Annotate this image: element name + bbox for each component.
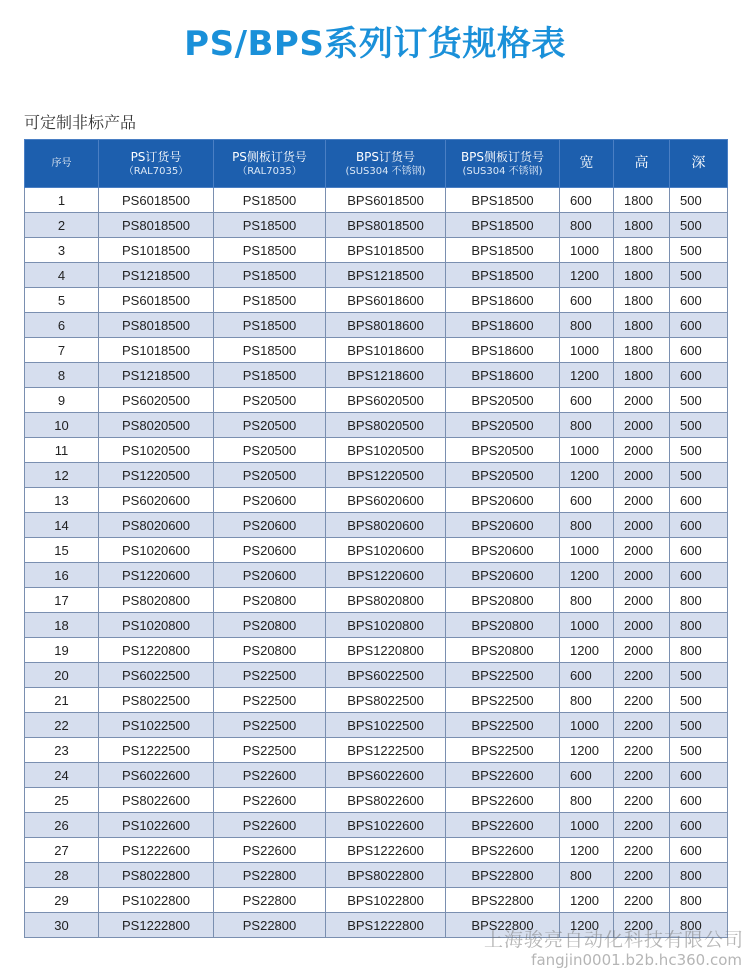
cell-depth: 800 bbox=[670, 638, 728, 663]
cell-width: 1000 bbox=[560, 813, 614, 838]
cell-ps-order-no: PS6018500 bbox=[99, 288, 214, 313]
cell-bps-order-no: BPS8020800 bbox=[326, 588, 446, 613]
cell-width: 1200 bbox=[560, 738, 614, 763]
cell-bps-side-panel-no: BPS22500 bbox=[446, 688, 560, 713]
cell-height: 1800 bbox=[614, 363, 670, 388]
watermark-site: fangjin0001.b2b.hc360.com bbox=[531, 951, 742, 969]
cell-width: 800 bbox=[560, 313, 614, 338]
cell-ps-side-panel-no: PS20600 bbox=[214, 488, 326, 513]
cell-depth: 600 bbox=[670, 563, 728, 588]
cell-depth: 500 bbox=[670, 738, 728, 763]
cell-bps-order-no: BPS1222800 bbox=[326, 913, 446, 938]
cell-ps-order-no: PS1220500 bbox=[99, 463, 214, 488]
cell-ps-side-panel-no: PS22800 bbox=[214, 863, 326, 888]
table-row bbox=[25, 613, 728, 638]
cell-ps-order-no: PS8018500 bbox=[99, 313, 214, 338]
cell-ps-order-no: PS1022800 bbox=[99, 888, 214, 913]
cell-depth: 600 bbox=[670, 313, 728, 338]
cell-width: 1200 bbox=[560, 838, 614, 863]
watermark-company: 上海骏亮自动化科技有限公司 bbox=[483, 929, 744, 951]
table-row bbox=[25, 788, 728, 813]
cell-index: 25 bbox=[25, 788, 99, 813]
cell-bps-side-panel-no: BPS20500 bbox=[446, 463, 560, 488]
cell-height: 1800 bbox=[614, 288, 670, 313]
cell-bps-side-panel-no: BPS22800 bbox=[446, 863, 560, 888]
cell-width: 600 bbox=[560, 188, 614, 213]
cell-ps-side-panel-no: PS18500 bbox=[214, 238, 326, 263]
cell-ps-order-no: PS6022500 bbox=[99, 663, 214, 688]
cell-bps-side-panel-no: BPS18600 bbox=[446, 313, 560, 338]
cell-bps-order-no: BPS8018500 bbox=[326, 213, 446, 238]
section-subtitle: 可定制非标产品 bbox=[24, 113, 137, 132]
cell-ps-order-no: PS6020500 bbox=[99, 388, 214, 413]
cell-depth: 600 bbox=[670, 788, 728, 813]
table-row bbox=[25, 663, 728, 688]
cell-ps-side-panel-no: PS20800 bbox=[214, 638, 326, 663]
cell-bps-side-panel-no: BPS20800 bbox=[446, 613, 560, 638]
cell-depth: 600 bbox=[670, 363, 728, 388]
table-row bbox=[25, 563, 728, 588]
cell-ps-side-panel-no: PS22500 bbox=[214, 738, 326, 763]
cell-height: 2200 bbox=[614, 688, 670, 713]
cell-ps-order-no: PS6018500 bbox=[99, 188, 214, 213]
cell-depth: 800 bbox=[670, 588, 728, 613]
cell-ps-side-panel-no: PS22500 bbox=[214, 688, 326, 713]
cell-depth: 600 bbox=[670, 338, 728, 363]
cell-depth: 500 bbox=[670, 188, 728, 213]
cell-bps-order-no: BPS1218500 bbox=[326, 263, 446, 288]
cell-width: 1200 bbox=[560, 363, 614, 388]
cell-width: 600 bbox=[560, 388, 614, 413]
cell-index: 30 bbox=[25, 913, 99, 938]
cell-depth: 600 bbox=[670, 288, 728, 313]
cell-index: 8 bbox=[25, 363, 99, 388]
spec-table bbox=[24, 139, 728, 938]
cell-bps-side-panel-no: BPS18500 bbox=[446, 213, 560, 238]
cell-index: 19 bbox=[25, 638, 99, 663]
table-row bbox=[25, 263, 728, 288]
cell-width: 1000 bbox=[560, 238, 614, 263]
cell-height: 2200 bbox=[614, 863, 670, 888]
cell-height: 1800 bbox=[614, 263, 670, 288]
cell-ps-order-no: PS1018500 bbox=[99, 238, 214, 263]
cell-depth: 500 bbox=[670, 263, 728, 288]
cell-bps-order-no: BPS1220800 bbox=[326, 638, 446, 663]
header-index: 序号 bbox=[25, 140, 99, 188]
cell-depth: 500 bbox=[670, 713, 728, 738]
cell-index: 5 bbox=[25, 288, 99, 313]
cell-ps-order-no: PS1022500 bbox=[99, 713, 214, 738]
cell-height: 2200 bbox=[614, 888, 670, 913]
cell-depth: 800 bbox=[670, 863, 728, 888]
cell-bps-order-no: BPS8020600 bbox=[326, 513, 446, 538]
cell-depth: 600 bbox=[670, 838, 728, 863]
cell-depth: 600 bbox=[670, 513, 728, 538]
cell-bps-order-no: BPS8020500 bbox=[326, 413, 446, 438]
cell-height: 2000 bbox=[614, 638, 670, 663]
cell-ps-order-no: PS6022600 bbox=[99, 763, 214, 788]
cell-ps-order-no: PS1222800 bbox=[99, 913, 214, 938]
cell-bps-order-no: BPS6020500 bbox=[326, 388, 446, 413]
table-row bbox=[25, 488, 728, 513]
cell-ps-side-panel-no: PS20500 bbox=[214, 413, 326, 438]
cell-bps-side-panel-no: BPS22600 bbox=[446, 838, 560, 863]
cell-bps-order-no: BPS6020600 bbox=[326, 488, 446, 513]
cell-ps-order-no: PS1222600 bbox=[99, 838, 214, 863]
table-row bbox=[25, 363, 728, 388]
cell-bps-side-panel-no: BPS22500 bbox=[446, 663, 560, 688]
cell-bps-order-no: BPS1018500 bbox=[326, 238, 446, 263]
cell-height: 2000 bbox=[614, 563, 670, 588]
cell-bps-order-no: BPS1222500 bbox=[326, 738, 446, 763]
cell-width: 1200 bbox=[560, 263, 614, 288]
table-row bbox=[25, 713, 728, 738]
cell-index: 3 bbox=[25, 238, 99, 263]
cell-bps-order-no: BPS6018600 bbox=[326, 288, 446, 313]
cell-ps-order-no: PS1218500 bbox=[99, 263, 214, 288]
cell-ps-side-panel-no: PS22800 bbox=[214, 913, 326, 938]
cell-ps-side-panel-no: PS22600 bbox=[214, 763, 326, 788]
cell-bps-side-panel-no: BPS18600 bbox=[446, 288, 560, 313]
cell-bps-side-panel-no: BPS20500 bbox=[446, 388, 560, 413]
cell-index: 20 bbox=[25, 663, 99, 688]
cell-height: 2200 bbox=[614, 838, 670, 863]
cell-width: 1000 bbox=[560, 438, 614, 463]
cell-ps-side-panel-no: PS18500 bbox=[214, 313, 326, 338]
table-row bbox=[25, 288, 728, 313]
header-ps-side-panel-no: PS侧板订货号 （RAL7035） bbox=[214, 140, 326, 188]
header-bps-order-no: BPS订货号 (SUS304 不锈钢) bbox=[326, 140, 446, 188]
header-depth: 深 bbox=[670, 140, 728, 188]
header-width: 宽 bbox=[560, 140, 614, 188]
cell-bps-order-no: BPS8022500 bbox=[326, 688, 446, 713]
cell-ps-order-no: PS8018500 bbox=[99, 213, 214, 238]
table-row bbox=[25, 238, 728, 263]
cell-bps-order-no: BPS1022500 bbox=[326, 713, 446, 738]
cell-index: 18 bbox=[25, 613, 99, 638]
table-row bbox=[25, 513, 728, 538]
cell-height: 2000 bbox=[614, 488, 670, 513]
cell-width: 600 bbox=[560, 763, 614, 788]
cell-bps-order-no: BPS8022600 bbox=[326, 788, 446, 813]
cell-index: 2 bbox=[25, 213, 99, 238]
cell-index: 4 bbox=[25, 263, 99, 288]
cell-index: 26 bbox=[25, 813, 99, 838]
table-row bbox=[25, 813, 728, 838]
cell-ps-side-panel-no: PS22600 bbox=[214, 813, 326, 838]
cell-height: 1800 bbox=[614, 188, 670, 213]
cell-height: 2000 bbox=[614, 388, 670, 413]
cell-bps-side-panel-no: BPS20500 bbox=[446, 438, 560, 463]
cell-height: 2200 bbox=[614, 813, 670, 838]
table-row bbox=[25, 188, 728, 213]
cell-ps-side-panel-no: PS20600 bbox=[214, 563, 326, 588]
cell-bps-order-no: BPS8018600 bbox=[326, 313, 446, 338]
cell-width: 800 bbox=[560, 788, 614, 813]
cell-ps-side-panel-no: PS18500 bbox=[214, 263, 326, 288]
cell-height: 2000 bbox=[614, 588, 670, 613]
cell-ps-side-panel-no: PS20500 bbox=[214, 463, 326, 488]
cell-depth: 500 bbox=[670, 238, 728, 263]
cell-bps-side-panel-no: BPS18600 bbox=[446, 363, 560, 388]
cell-bps-order-no: BPS1022600 bbox=[326, 813, 446, 838]
page-title: PS/BPS系列订货规格表 bbox=[184, 24, 566, 64]
cell-ps-order-no: PS1022600 bbox=[99, 813, 214, 838]
cell-ps-order-no: PS1220800 bbox=[99, 638, 214, 663]
cell-bps-order-no: BPS1018600 bbox=[326, 338, 446, 363]
cell-bps-order-no: BPS1020500 bbox=[326, 438, 446, 463]
cell-ps-order-no: PS1018500 bbox=[99, 338, 214, 363]
cell-ps-side-panel-no: PS20800 bbox=[214, 588, 326, 613]
cell-depth: 500 bbox=[670, 213, 728, 238]
cell-index: 21 bbox=[25, 688, 99, 713]
cell-index: 7 bbox=[25, 338, 99, 363]
cell-ps-order-no: PS1020600 bbox=[99, 538, 214, 563]
cell-height: 2000 bbox=[614, 613, 670, 638]
cell-depth: 800 bbox=[670, 888, 728, 913]
cell-index: 6 bbox=[25, 313, 99, 338]
cell-width: 800 bbox=[560, 863, 614, 888]
table-row bbox=[25, 438, 728, 463]
cell-bps-side-panel-no: BPS20600 bbox=[446, 563, 560, 588]
cell-ps-side-panel-no: PS22500 bbox=[214, 663, 326, 688]
cell-bps-side-panel-no: BPS22600 bbox=[446, 813, 560, 838]
table-row bbox=[25, 388, 728, 413]
cell-index: 17 bbox=[25, 588, 99, 613]
table-row bbox=[25, 588, 728, 613]
cell-width: 1200 bbox=[560, 888, 614, 913]
cell-height: 2200 bbox=[614, 763, 670, 788]
cell-depth: 800 bbox=[670, 913, 728, 938]
cell-width: 600 bbox=[560, 488, 614, 513]
cell-bps-order-no: BPS6022600 bbox=[326, 763, 446, 788]
cell-height: 2000 bbox=[614, 463, 670, 488]
cell-height: 1800 bbox=[614, 338, 670, 363]
cell-bps-side-panel-no: BPS18500 bbox=[446, 263, 560, 288]
cell-ps-order-no: PS1222500 bbox=[99, 738, 214, 763]
cell-depth: 600 bbox=[670, 813, 728, 838]
cell-bps-side-panel-no: BPS20800 bbox=[446, 638, 560, 663]
cell-ps-side-panel-no: PS18500 bbox=[214, 363, 326, 388]
cell-depth: 500 bbox=[670, 438, 728, 463]
cell-ps-side-panel-no: PS20500 bbox=[214, 438, 326, 463]
cell-ps-side-panel-no: PS22600 bbox=[214, 788, 326, 813]
cell-height: 2000 bbox=[614, 413, 670, 438]
table-row bbox=[25, 838, 728, 863]
cell-index: 11 bbox=[25, 438, 99, 463]
cell-ps-side-panel-no: PS22600 bbox=[214, 838, 326, 863]
cell-bps-side-panel-no: BPS22500 bbox=[446, 738, 560, 763]
cell-index: 23 bbox=[25, 738, 99, 763]
cell-bps-side-panel-no: BPS20600 bbox=[446, 538, 560, 563]
cell-depth: 500 bbox=[670, 388, 728, 413]
cell-index: 27 bbox=[25, 838, 99, 863]
header-height: 高 bbox=[614, 140, 670, 188]
cell-bps-side-panel-no: BPS22600 bbox=[446, 763, 560, 788]
cell-bps-side-panel-no: BPS20800 bbox=[446, 588, 560, 613]
cell-index: 22 bbox=[25, 713, 99, 738]
cell-index: 10 bbox=[25, 413, 99, 438]
cell-ps-side-panel-no: PS22500 bbox=[214, 713, 326, 738]
cell-ps-order-no: PS6020600 bbox=[99, 488, 214, 513]
cell-ps-order-no: PS1020500 bbox=[99, 438, 214, 463]
cell-ps-side-panel-no: PS18500 bbox=[214, 288, 326, 313]
cell-bps-order-no: BPS1020800 bbox=[326, 613, 446, 638]
cell-width: 1200 bbox=[560, 913, 614, 938]
cell-index: 28 bbox=[25, 863, 99, 888]
cell-height: 2000 bbox=[614, 513, 670, 538]
header-ps-order-no: PS订货号 （RAL7035） bbox=[99, 140, 214, 188]
cell-ps-order-no: PS8022800 bbox=[99, 863, 214, 888]
cell-depth: 500 bbox=[670, 463, 728, 488]
cell-height: 2200 bbox=[614, 713, 670, 738]
table-row bbox=[25, 538, 728, 563]
cell-depth: 500 bbox=[670, 413, 728, 438]
cell-index: 29 bbox=[25, 888, 99, 913]
table-row bbox=[25, 863, 728, 888]
cell-height: 2200 bbox=[614, 788, 670, 813]
cell-bps-side-panel-no: BPS20500 bbox=[446, 413, 560, 438]
cell-bps-side-panel-no: BPS18500 bbox=[446, 238, 560, 263]
cell-bps-side-panel-no: BPS18500 bbox=[446, 188, 560, 213]
cell-depth: 800 bbox=[670, 613, 728, 638]
cell-width: 1000 bbox=[560, 338, 614, 363]
cell-ps-side-panel-no: PS18500 bbox=[214, 188, 326, 213]
cell-width: 600 bbox=[560, 663, 614, 688]
cell-ps-order-no: PS8020500 bbox=[99, 413, 214, 438]
cell-index: 16 bbox=[25, 563, 99, 588]
cell-height: 1800 bbox=[614, 213, 670, 238]
table-row bbox=[25, 688, 728, 713]
table-body bbox=[25, 188, 728, 938]
table-row bbox=[25, 213, 728, 238]
cell-bps-side-panel-no: BPS22800 bbox=[446, 888, 560, 913]
table-row bbox=[25, 888, 728, 913]
cell-depth: 500 bbox=[670, 688, 728, 713]
cell-depth: 500 bbox=[670, 663, 728, 688]
cell-width: 800 bbox=[560, 213, 614, 238]
table-row bbox=[25, 338, 728, 363]
cell-width: 800 bbox=[560, 513, 614, 538]
table-row bbox=[25, 463, 728, 488]
table-row bbox=[25, 313, 728, 338]
cell-bps-order-no: BPS1022800 bbox=[326, 888, 446, 913]
cell-ps-side-panel-no: PS18500 bbox=[214, 213, 326, 238]
cell-height: 1800 bbox=[614, 238, 670, 263]
cell-ps-order-no: PS8020600 bbox=[99, 513, 214, 538]
table-row bbox=[25, 763, 728, 788]
cell-depth: 600 bbox=[670, 538, 728, 563]
cell-bps-side-panel-no: BPS18600 bbox=[446, 338, 560, 363]
cell-bps-order-no: BPS6022500 bbox=[326, 663, 446, 688]
cell-bps-order-no: BPS1218600 bbox=[326, 363, 446, 388]
cell-ps-side-panel-no: PS20500 bbox=[214, 388, 326, 413]
cell-depth: 600 bbox=[670, 488, 728, 513]
cell-ps-side-panel-no: PS20600 bbox=[214, 538, 326, 563]
cell-width: 1200 bbox=[560, 638, 614, 663]
cell-width: 1000 bbox=[560, 713, 614, 738]
table-header-row bbox=[25, 140, 728, 188]
cell-bps-order-no: BPS8022800 bbox=[326, 863, 446, 888]
cell-height: 2200 bbox=[614, 663, 670, 688]
cell-width: 1200 bbox=[560, 563, 614, 588]
cell-ps-side-panel-no: PS20600 bbox=[214, 513, 326, 538]
cell-width: 1000 bbox=[560, 538, 614, 563]
cell-bps-side-panel-no: BPS22800 bbox=[446, 913, 560, 938]
cell-ps-order-no: PS8022500 bbox=[99, 688, 214, 713]
cell-index: 1 bbox=[25, 188, 99, 213]
cell-bps-order-no: BPS1222600 bbox=[326, 838, 446, 863]
cell-ps-order-no: PS8022600 bbox=[99, 788, 214, 813]
cell-width: 800 bbox=[560, 413, 614, 438]
cell-ps-side-panel-no: PS22800 bbox=[214, 888, 326, 913]
cell-bps-side-panel-no: BPS20600 bbox=[446, 488, 560, 513]
cell-index: 14 bbox=[25, 513, 99, 538]
cell-ps-order-no: PS1218500 bbox=[99, 363, 214, 388]
cell-bps-side-panel-no: BPS22500 bbox=[446, 713, 560, 738]
cell-index: 13 bbox=[25, 488, 99, 513]
cell-height: 2200 bbox=[614, 913, 670, 938]
cell-bps-side-panel-no: BPS20600 bbox=[446, 513, 560, 538]
cell-ps-side-panel-no: PS20800 bbox=[214, 613, 326, 638]
cell-index: 24 bbox=[25, 763, 99, 788]
cell-ps-order-no: PS1020800 bbox=[99, 613, 214, 638]
cell-bps-order-no: BPS1220600 bbox=[326, 563, 446, 588]
cell-bps-side-panel-no: BPS22600 bbox=[446, 788, 560, 813]
table-row bbox=[25, 638, 728, 663]
table-row bbox=[25, 738, 728, 763]
cell-index: 15 bbox=[25, 538, 99, 563]
cell-width: 800 bbox=[560, 588, 614, 613]
header-bps-side-panel-no: BPS侧板订货号 (SUS304 不锈钢) bbox=[446, 140, 560, 188]
cell-bps-order-no: BPS1220500 bbox=[326, 463, 446, 488]
cell-height: 2000 bbox=[614, 538, 670, 563]
cell-height: 2000 bbox=[614, 438, 670, 463]
cell-ps-side-panel-no: PS18500 bbox=[214, 338, 326, 363]
cell-width: 1200 bbox=[560, 463, 614, 488]
cell-height: 1800 bbox=[614, 313, 670, 338]
cell-height: 2200 bbox=[614, 738, 670, 763]
cell-bps-order-no: BPS1020600 bbox=[326, 538, 446, 563]
cell-ps-order-no: PS8020800 bbox=[99, 588, 214, 613]
cell-ps-order-no: PS1220600 bbox=[99, 563, 214, 588]
cell-bps-order-no: BPS6018500 bbox=[326, 188, 446, 213]
cell-width: 600 bbox=[560, 288, 614, 313]
cell-index: 9 bbox=[25, 388, 99, 413]
cell-width: 1000 bbox=[560, 613, 614, 638]
cell-index: 12 bbox=[25, 463, 99, 488]
table-row bbox=[25, 413, 728, 438]
cell-depth: 600 bbox=[670, 763, 728, 788]
cell-width: 800 bbox=[560, 688, 614, 713]
